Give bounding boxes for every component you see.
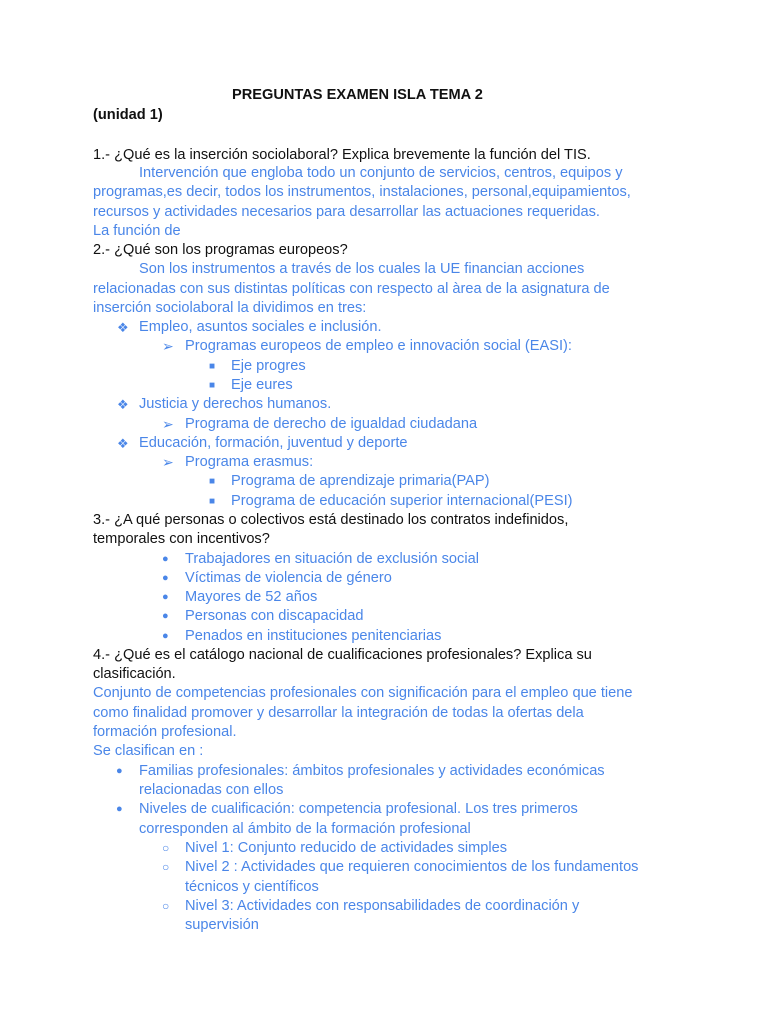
list-item: Programa de derecho de igualdad ciudadana [185,416,478,432]
dot-bullet-icon: ● [162,591,169,603]
diamond-bullet-icon: ❖ [117,436,129,451]
list-item-continuation: relacionadas con ellos [139,782,284,798]
list-item: Nivel 3: Actividades con responsabilidades de coordinación y [185,898,580,914]
circle-bullet-icon: ○ [162,860,170,874]
list-item-continuation: supervisión [185,917,259,933]
dot-bullet-icon: ● [116,765,123,777]
dot-bullet-icon: ● [162,630,169,642]
question-4-line: clasificación. [93,666,176,682]
diamond-bullet-icon: ❖ [117,320,129,335]
list-item: Eje eures [231,377,293,393]
answer-4-line: formación profesional. [93,724,237,740]
list-item: Personas con discapacidad [185,608,364,624]
list-item: Eje progres [231,358,306,374]
list-item: Niveles de cualificación: competencia profesional. Los tres primeros [139,801,578,817]
dot-bullet-icon: ● [162,572,169,584]
list-item: Empleo, asuntos sociales e inclusión. [139,319,382,335]
square-bullet-icon: ■ [209,361,216,372]
question-3-line: temporales con incentivos? [93,531,270,547]
dot-bullet-icon: ● [162,610,169,622]
square-bullet-icon: ■ [209,380,216,391]
arrow-bullet-icon: ➢ [162,338,174,354]
question-4-line: 4.- ¿Qué es el catálogo nacional de cualificaciones profesionales? Explica su [93,647,592,663]
list-item: Programa de aprendizaje primaria(PAP) [231,473,490,489]
list-item: Mayores de 52 años [185,589,318,605]
answer-4-line: como finalidad promover y desarrollar la integración de todas la ofertas dela [93,705,584,721]
list-item: Penados en instituciones penitenciarias [185,628,442,644]
square-bullet-icon: ■ [209,496,216,507]
answer-2-line: inserción sociolaboral la dividimos en tres: [93,300,367,316]
answer-2-line: Son los instrumentos a través de los cuales la UE financian acciones [139,261,585,277]
question-1: 1.- ¿Qué es la inserción sociolaboral? Explica brevemente la función del TIS. [93,147,591,163]
answer-1-line: recursos y actividades necesarios para desarrollar las actuaciones requeridas. [93,204,600,220]
list-item: Nivel 1: Conjunto reducido de actividades simples [185,840,508,856]
answer-1-line: programas,es decir, todos los instrumentos, instalaciones, personal,equipamientos, [93,184,631,200]
circle-bullet-icon: ○ [162,899,170,913]
list-item: Programa erasmus: [185,454,314,470]
list-item-continuation: técnicos y científicos [185,879,319,895]
list-item: Trabajadores en situación de exclusión social [185,551,479,567]
circle-bullet-icon: ○ [162,841,170,855]
list-item: Programa de educación superior internacional(PESI) [231,493,573,509]
answer-4-line: Conjunto de competencias profesionales con significación para el empleo que tiene [93,685,633,701]
answer-4-line: Se clasifican en : [93,743,204,759]
list-item: Educación, formación, juventud y deporte [139,435,408,451]
list-item: Nivel 2 : Actividades que requieren conocimientos de los fundamentos [185,859,639,875]
list-item: Justicia y derechos humanos. [139,396,332,412]
document-subtitle: (unidad 1) [93,107,163,123]
document-title: PREGUNTAS EXAMEN ISLA TEMA 2 [232,87,483,103]
question-2: 2.- ¿Qué son los programas europeos? [93,242,348,258]
arrow-bullet-icon: ➢ [162,454,174,470]
arrow-bullet-icon: ➢ [162,416,174,432]
dot-bullet-icon: ● [162,553,169,565]
list-item: Víctimas de violencia de género [185,570,392,586]
list-item: Familias profesionales: ámbitos profesionales y actividades económicas [139,763,605,779]
answer-1-line: Intervención que engloba todo un conjunto de servicios, centros, equipos y [139,165,623,181]
question-3-line: 3.- ¿A qué personas o colectivos está destinado los contratos indefinidos, [93,512,569,528]
dot-bullet-icon: ● [116,803,123,815]
list-item: Programas europeos de empleo e innovación social (EASI): [185,338,572,354]
diamond-bullet-icon: ❖ [117,397,129,412]
list-item-continuation: corresponden al ámbito de la formación profesional [139,821,471,837]
square-bullet-icon: ■ [209,476,216,487]
answer-2-line: relacionadas con sus distintas políticas con respecto al àrea de la asignatura de [93,281,610,297]
answer-1-line: La función de [93,223,181,239]
